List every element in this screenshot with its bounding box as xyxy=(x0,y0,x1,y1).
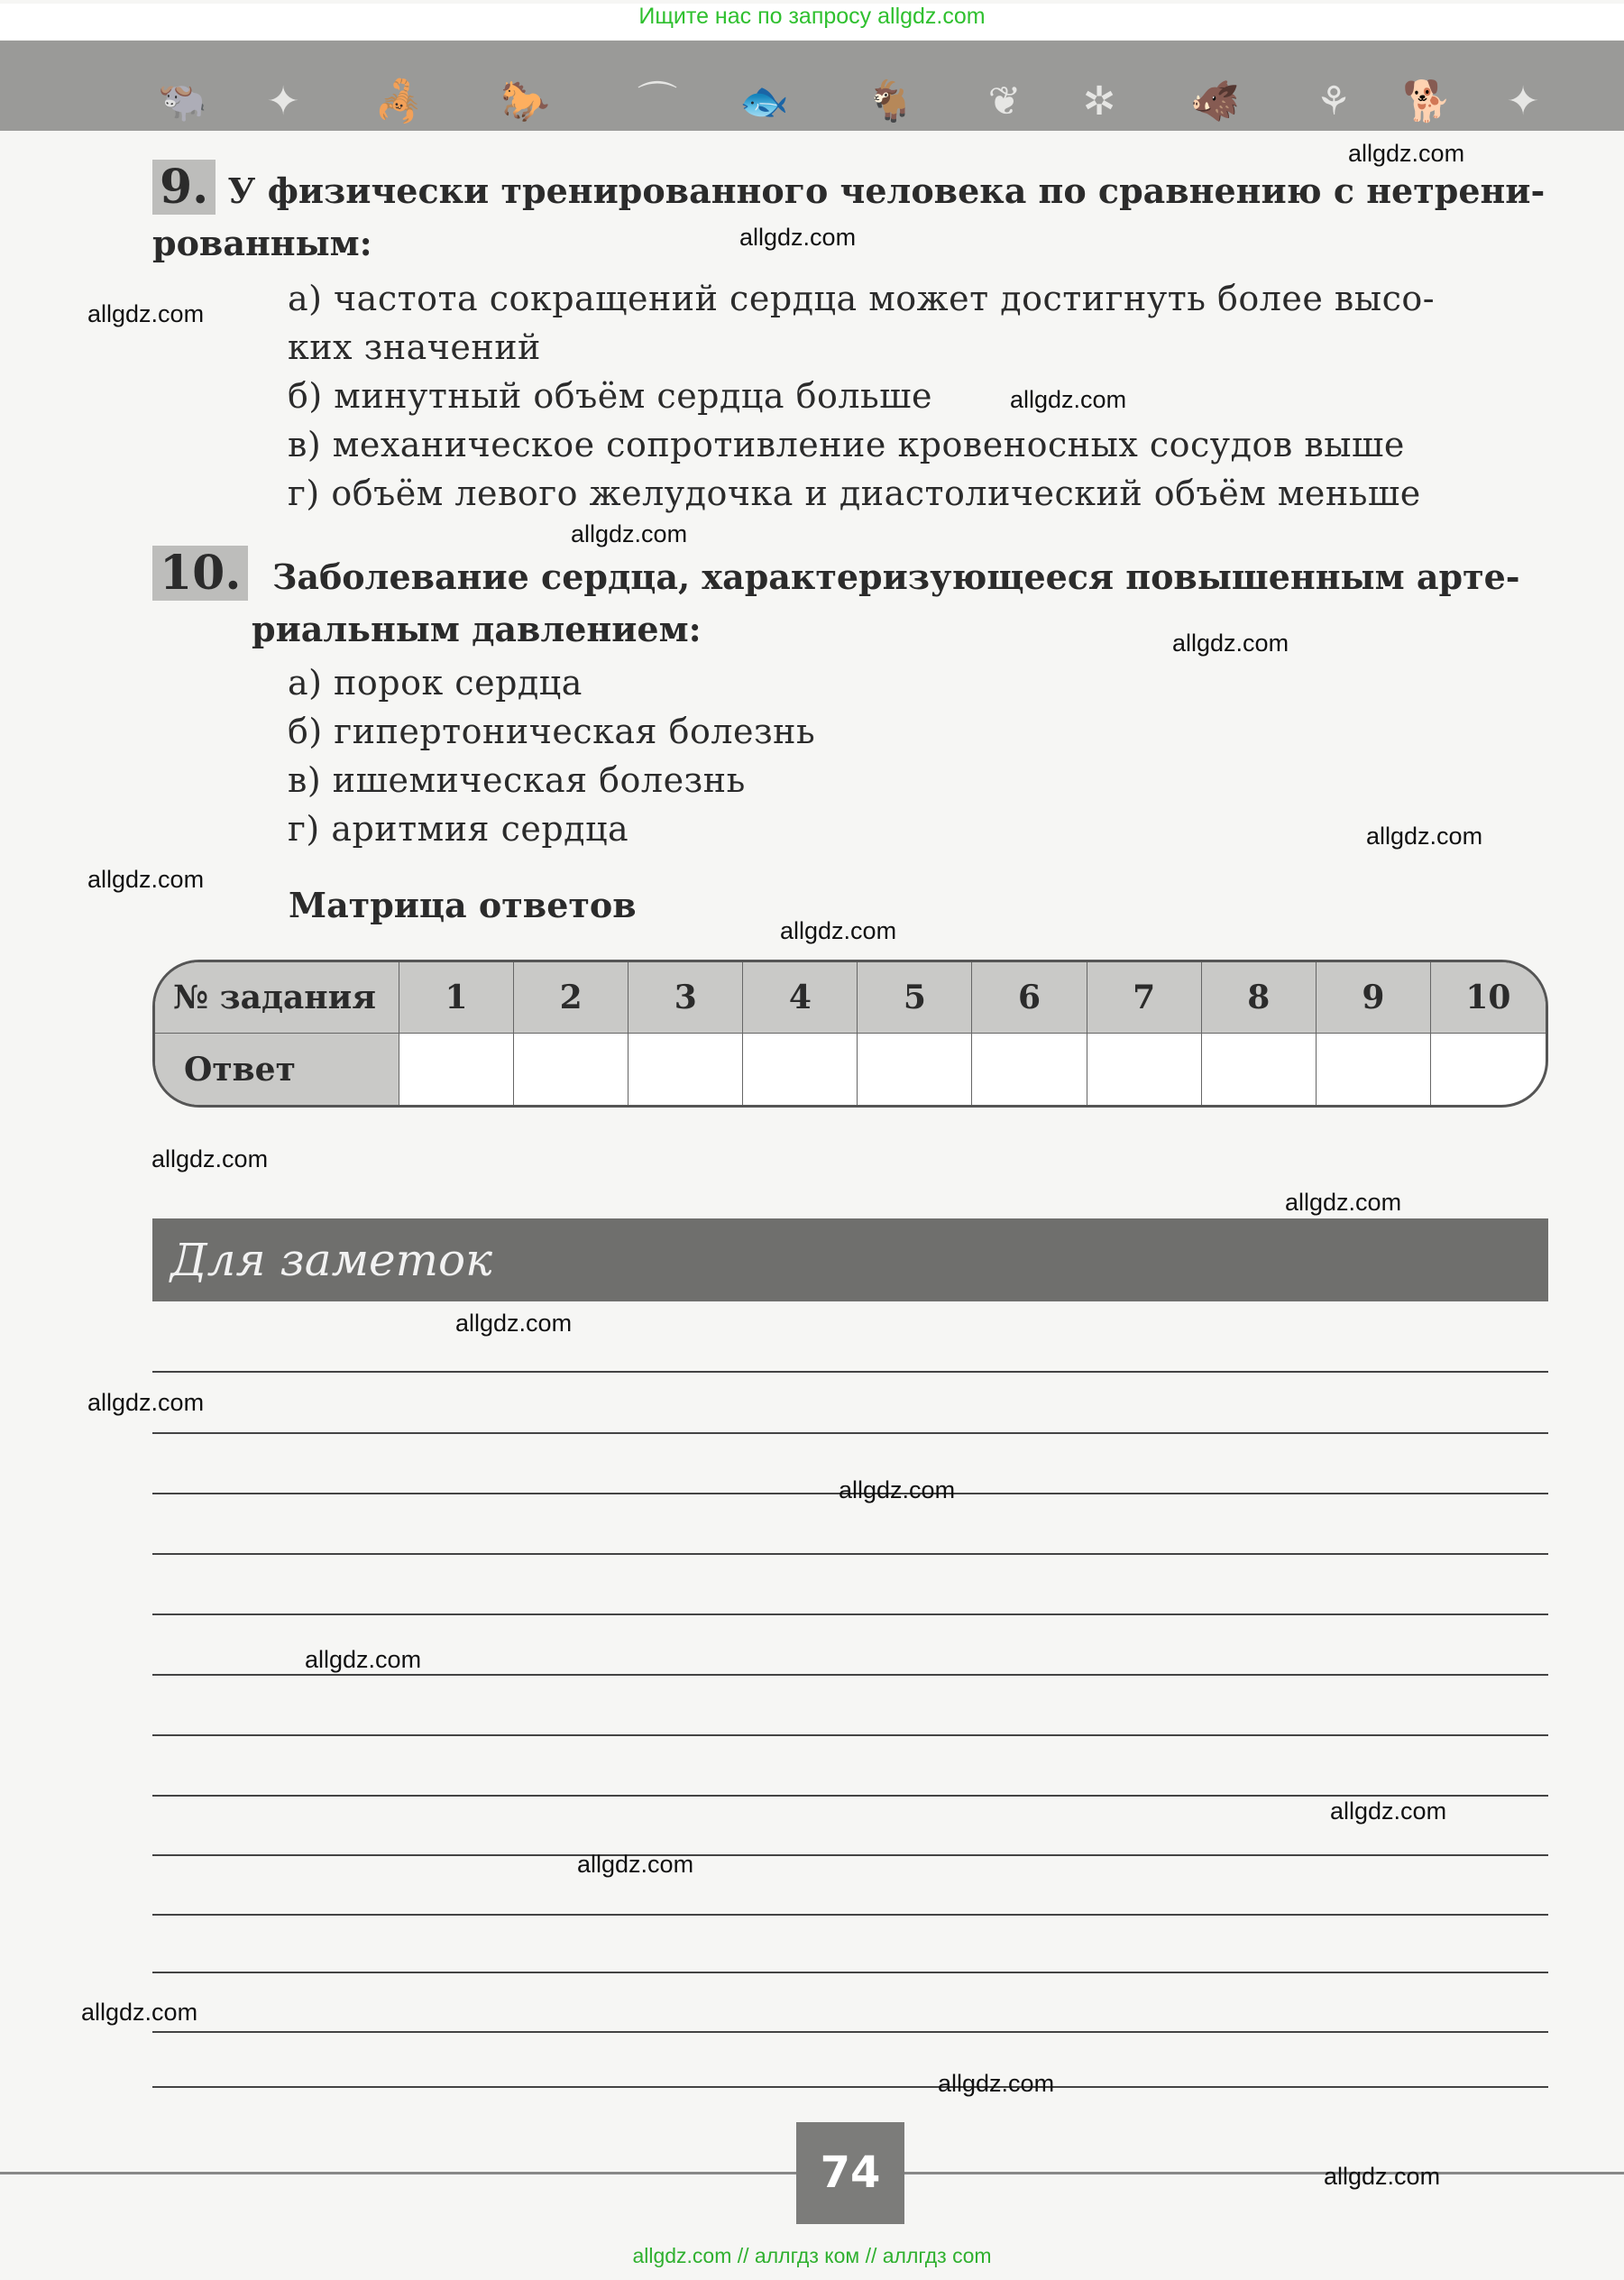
watermark: allgdz.com xyxy=(577,1851,694,1878)
watermark: allgdz.com xyxy=(151,1145,269,1172)
note-line xyxy=(152,1734,1548,1736)
note-line xyxy=(152,1972,1548,1973)
option: ких значений xyxy=(288,327,541,367)
animal-icon: 🐃 xyxy=(158,78,207,124)
notes-header: Для заметок xyxy=(152,1218,1548,1301)
horse-icon: 🐎 xyxy=(500,78,550,124)
watermark: allgdz.com xyxy=(1010,386,1127,413)
answer-cell[interactable] xyxy=(1317,1034,1431,1105)
insect-icon: ✲ xyxy=(1082,78,1116,124)
matrix-title: Матрица ответов xyxy=(289,885,637,925)
matrix-column-header: 7 xyxy=(1087,962,1202,1034)
question-text: риальным давлением: xyxy=(252,609,702,649)
answer-cell[interactable] xyxy=(1087,1034,1202,1105)
matrix-column-header: 1 xyxy=(399,962,514,1034)
watermark: allgdz.com xyxy=(87,300,205,327)
option: г) объём левого желудочка и диастолический объём меньше xyxy=(288,473,1421,513)
question-number: 10. xyxy=(152,546,248,601)
header-animal-band xyxy=(0,41,1624,131)
watermark: allgdz.com xyxy=(571,520,688,547)
option: в) ишемическая болезнь xyxy=(288,760,746,800)
answer-cell[interactable] xyxy=(972,1034,1087,1105)
answer-matrix xyxy=(152,960,1548,1108)
bird-icon: ⚘ xyxy=(1316,78,1352,124)
option: а) частота сокращений сердца может достигнуть более высо- xyxy=(288,279,1436,318)
answer-cell[interactable] xyxy=(514,1034,628,1105)
answer-cell[interactable] xyxy=(628,1034,743,1105)
question-text: рованным: xyxy=(152,223,372,263)
option: б) гипертоническая болезнь xyxy=(288,712,816,751)
option: в) механическое сопротивление кровеносных сосудов выше xyxy=(288,425,1405,464)
bird-icon: ❦ xyxy=(987,78,1022,124)
watermark: allgdz.com xyxy=(1366,823,1483,850)
answer-cell[interactable] xyxy=(743,1034,858,1105)
matrix-column-header: 4 xyxy=(743,962,858,1034)
watermark: allgdz.com xyxy=(1172,630,1289,657)
answer-cell[interactable] xyxy=(1202,1034,1317,1105)
note-line xyxy=(152,2031,1548,2033)
note-line xyxy=(152,1914,1548,1916)
footer-links: allgdz.com // аллгдз ком // аллгдз com xyxy=(632,2244,992,2267)
watermark: allgdz.com xyxy=(839,1476,956,1503)
butterfly-icon: ✦ xyxy=(1506,78,1540,124)
watermark: allgdz.com xyxy=(780,917,897,944)
matrix-column-header: 9 xyxy=(1317,962,1431,1034)
matrix-column-header: 6 xyxy=(972,962,1087,1034)
question-text: У физически тренированного человека по сравнению с нетрени- xyxy=(227,170,1546,211)
watermark: allgdz.com xyxy=(739,224,857,251)
note-line xyxy=(152,1553,1548,1555)
matrix-column-header: 5 xyxy=(858,962,972,1034)
matrix-row-label: № задания xyxy=(155,962,399,1034)
matrix-column-header: 2 xyxy=(514,962,628,1034)
note-line xyxy=(152,1795,1548,1797)
scorpion-icon: 🦂 xyxy=(374,78,424,124)
animal-icon: 🐐 xyxy=(866,78,915,124)
watermark: allgdz.com xyxy=(81,1999,198,2026)
fish-icon: 🐟 xyxy=(739,78,789,124)
watermark: allgdz.com xyxy=(938,2070,1055,2097)
watermark: allgdz.com xyxy=(455,1310,573,1337)
watermark: allgdz.com xyxy=(1285,1189,1402,1216)
watermark: allgdz.com xyxy=(305,1646,422,1673)
watermark: allgdz.com xyxy=(1330,1797,1447,1825)
matrix-row-label: Ответ xyxy=(155,1034,399,1105)
note-line xyxy=(152,1674,1548,1676)
bird-icon: ⌒ xyxy=(638,78,677,124)
top-notice: Ищите нас по запросу allgdz.com xyxy=(0,4,1624,40)
answer-cell[interactable] xyxy=(858,1034,972,1105)
matrix-column-header: 10 xyxy=(1431,962,1546,1034)
option: г) аритмия сердца xyxy=(288,809,629,849)
answer-cell[interactable] xyxy=(399,1034,514,1105)
question-text: Заболевание сердца, характеризующееся повышенным арте- xyxy=(271,556,1520,597)
animal-icon: 🐗 xyxy=(1190,78,1240,124)
butterfly-icon: ✦ xyxy=(266,78,300,124)
watermark: allgdz.com xyxy=(87,866,205,893)
animal-icon: 🐕 xyxy=(1402,78,1452,124)
note-line xyxy=(152,1371,1548,1373)
option: б) минутный объём сердца больше xyxy=(288,376,932,416)
note-line xyxy=(152,1432,1548,1434)
watermark: allgdz.com xyxy=(1324,2163,1441,2190)
option: а) порок сердца xyxy=(288,663,583,703)
question-9 xyxy=(152,155,1559,518)
watermark: allgdz.com xyxy=(87,1389,205,1416)
matrix-column-header: 3 xyxy=(628,962,743,1034)
watermark: allgdz.com xyxy=(1348,140,1465,167)
answer-cell[interactable] xyxy=(1431,1034,1546,1105)
page-number: 74 xyxy=(796,2122,904,2224)
matrix-column-header: 8 xyxy=(1202,962,1317,1034)
question-10 xyxy=(152,541,1559,853)
note-line xyxy=(152,1854,1548,1856)
question-number: 9. xyxy=(152,160,216,215)
note-line xyxy=(152,2086,1548,2088)
note-line xyxy=(152,1613,1548,1615)
